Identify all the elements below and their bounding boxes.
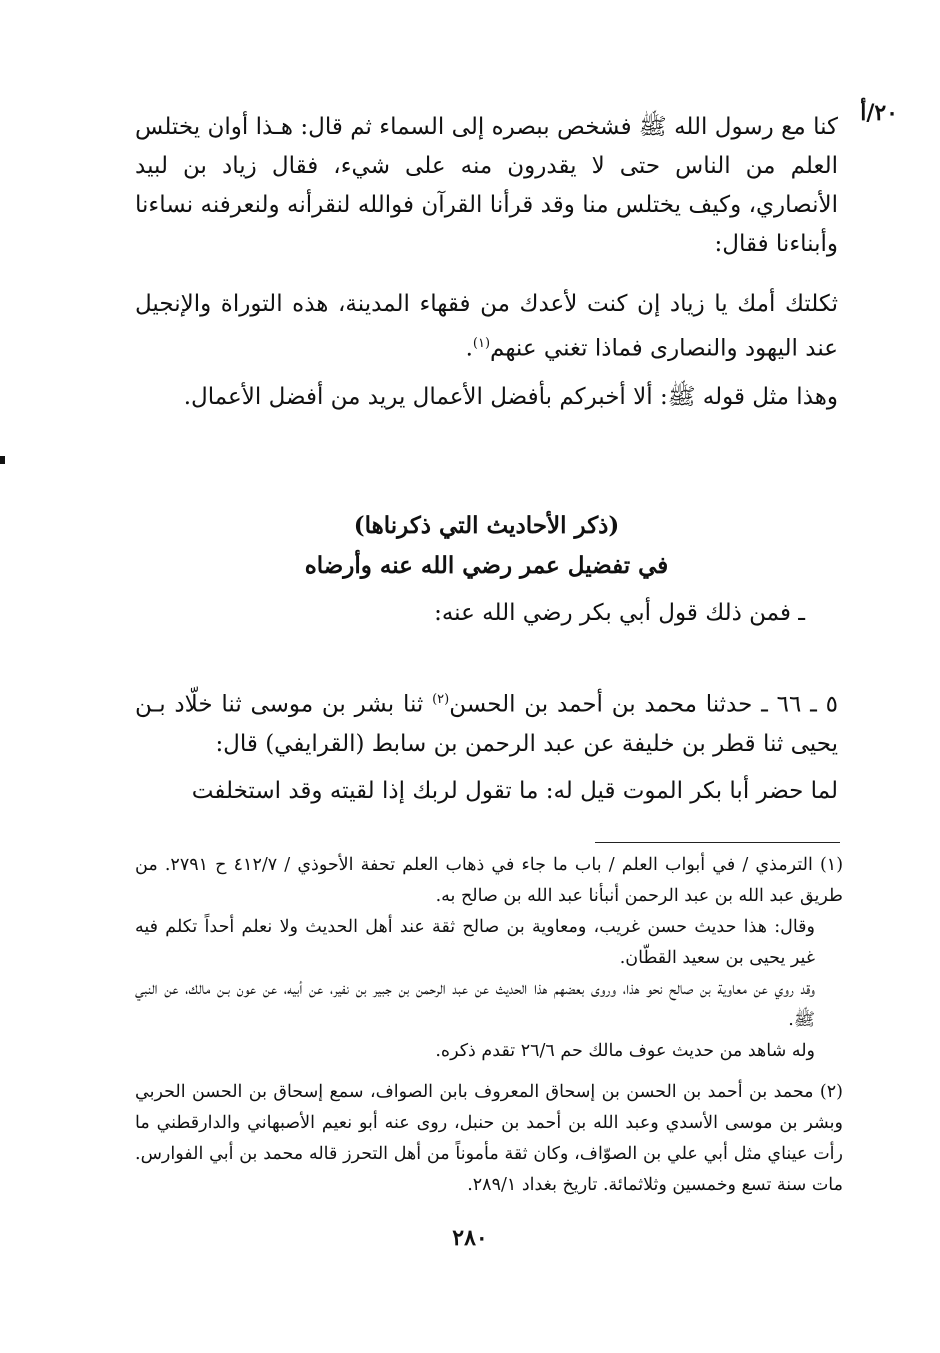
body-paragraph-3: وهذا مثل قوله ﷺ: ألا أخبركم بأفضل الأعمال يريد من أفضل الأعمال. [183, 384, 838, 410]
section-heading: (ذكر الأحاديث التي ذكرناها) [353, 512, 620, 539]
footnote-1 [135, 850, 843, 1067]
hadith-isnad [135, 680, 838, 764]
manuscript-folio-ref: ٢٠/أ [860, 100, 898, 126]
footnote-2 [135, 1077, 843, 1201]
margin-mark [0, 456, 5, 464]
body-paragraph-2 [135, 285, 838, 369]
footnote-1-line-2: وقال: هذا حديث حسن غريب، ومعاوية بن صالح ثقة عند أهل الحديث ولا نعلم أحداً تكلم فيه غير يحيى بن سعيد القطّان. [135, 917, 815, 968]
paragraph-2-end: . [465, 335, 473, 362]
footnote-ref-2: (٢) [432, 692, 450, 707]
footnote-ref-1: (١) [472, 336, 491, 351]
footnote-2-text: (٢) محمد بن أحمد بن الحسن بن إسحاق المعروف بابن الصواف، سمع إسحاق بن الحسن الحربي وبشر بن موسى الأسدي وعبد الله بن أحمد بن حنبل، روى عنه أبو نعيم الأصبهاني والدارقطني ما رأت عيناي مثل أبي علي بن الصوّاف، وكان ثقة مأموناً من أهل التحرز قاله محمد بن أبي الفوارس. مات سنة تسع وخمسين وثلاثمائة. تاريخ بغداد ٢٨٩/١. [135, 1082, 843, 1195]
isnad-text-b: ثنا بشر بن موسى ثنا خلّاد بـن يحيى ثنا قطر بن خليفة عن عبد الرحمن بن سابط (القرايفي) قال: [135, 691, 838, 757]
body-paragraph-1: كنا مع رسول الله ﷺ فشخص ببصره إلى السماء ثم قال: هـذا أوان يختلس العلم من الناس حتى لا يقدرون منه على شيء، فقال زياد بن لبيد الأنصاري، وكيف يختلس منا وقد قرأنا القرآن فوالله لنقرأنه ولنعرفنه نساءنا وأبناءنا فقال: [135, 114, 838, 257]
page-number: ٢٨٠ [452, 1225, 488, 1251]
footnote-divider [595, 842, 840, 843]
footnote-1-line-4: وله شاهد من حديث عوف مالك حم ٢٦/٦ تقدم ذكره. [435, 1041, 815, 1061]
paragraph-2-text: ثكلتك أمك يا زياد إن كنت لأعدك من فقهاء المدينة، هذه التوراة والإنجيل عند اليهود والنصارى فماذا تغني عنهم [135, 291, 838, 362]
isnad-text-a: ٥ ـ ٦٦ ـ حدثنا محمد بن أحمد بن الحسن [449, 691, 838, 718]
section-subheading: في تفضيل عمر رضي الله عنه وأرضاه [304, 552, 669, 579]
footnote-1-line-1: (١) الترمذي / في أبواب العلم / باب ما جاء في ذهاب العلم تحفة الأحوذي / ٤١٢/٧ ح ٢٧٩١. من طريق عبد الله بن عبد الرحمن أنبأنا عبد الله بن صالح به. [135, 855, 844, 906]
intro-line: ـ فمن ذلك قول أبي بكر رضي الله عنه: [434, 600, 805, 626]
footnote-1-line-3: وقد روي عن معاوية بن صالح نحو هذا، وروى بعضهم هذا الحديث عن عبد الرحمن بن جبير بن نفير، عن أبيه، عن عون بـن مالك، عن النبي ﷺ. [135, 979, 815, 1030]
hadith-text: لما حضر أبا بكر الموت قيل له: ما تقول لربك إذا لقيته وقد استخلفت [191, 778, 838, 804]
